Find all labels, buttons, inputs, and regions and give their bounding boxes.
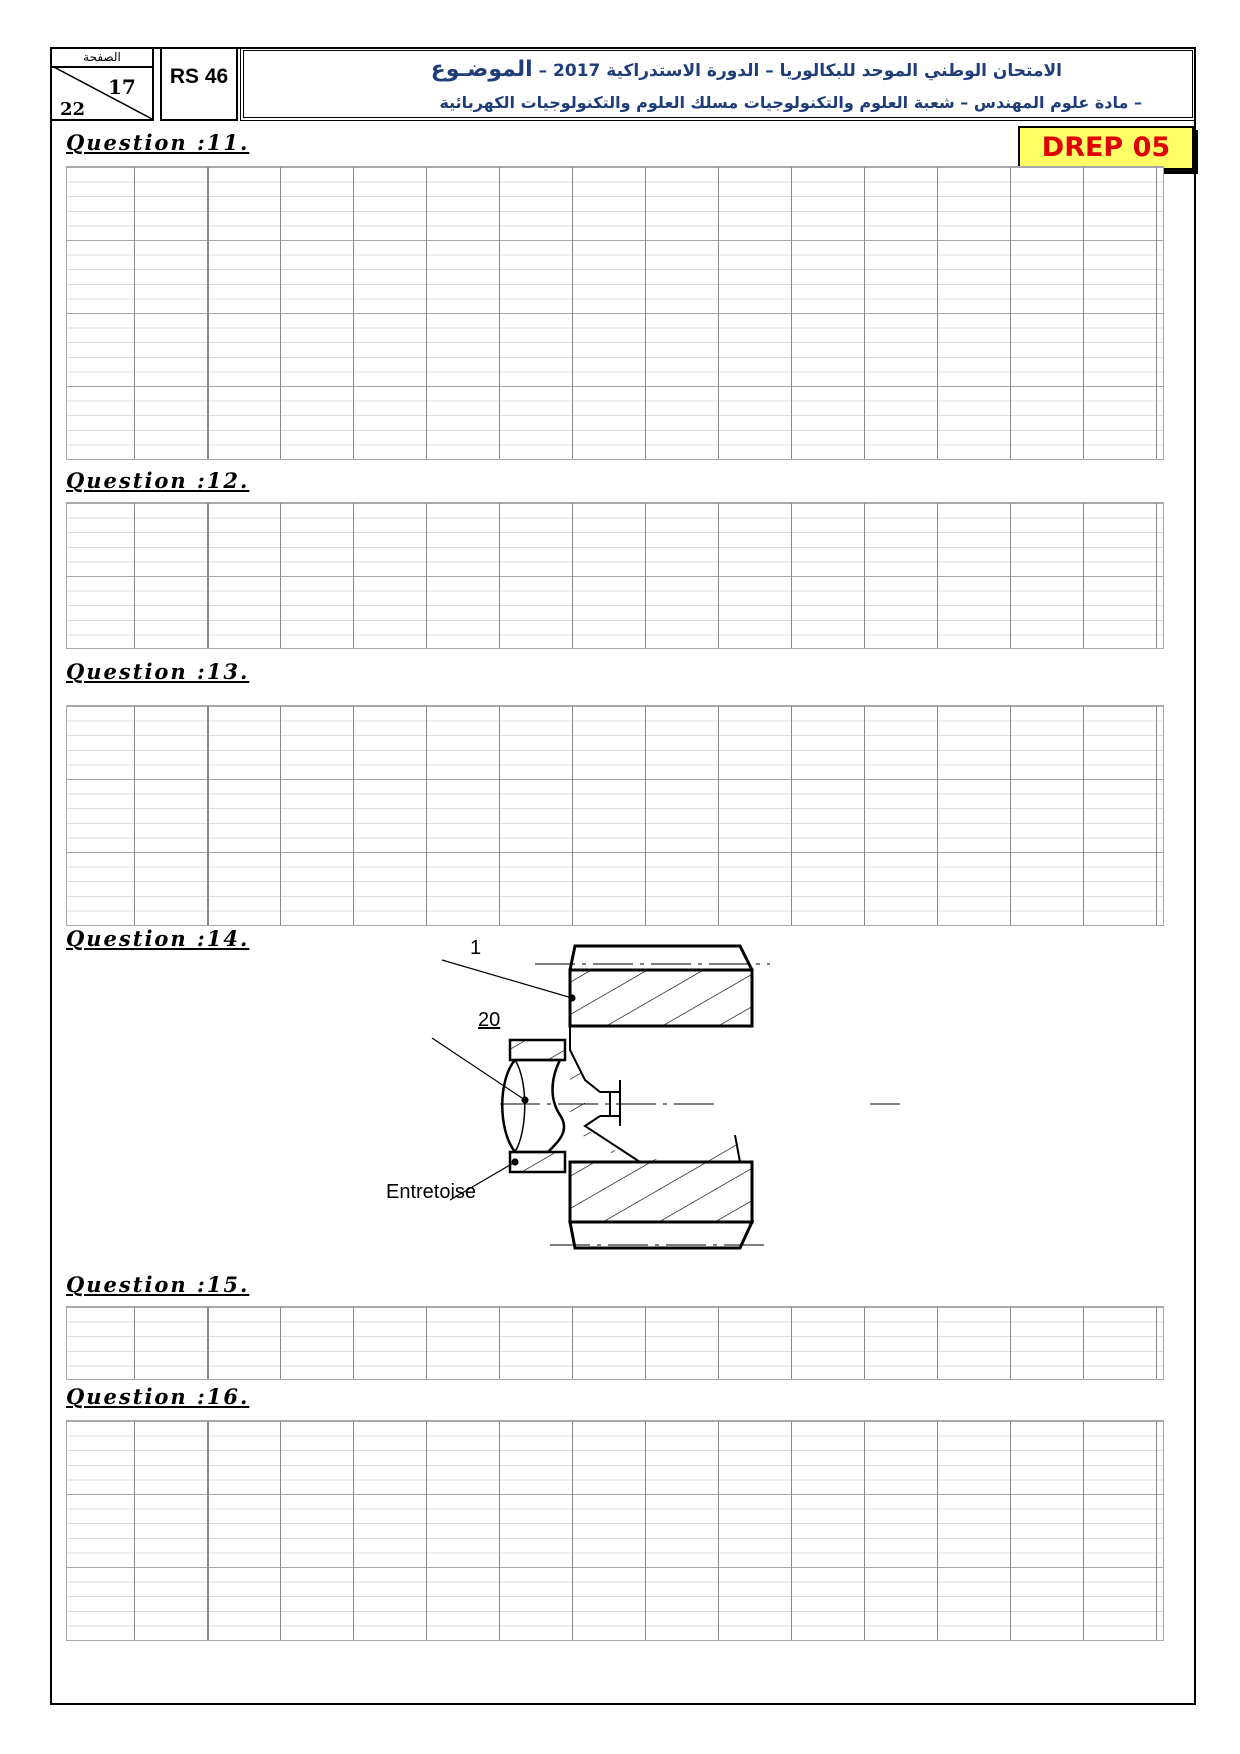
part-20-label: 20 xyxy=(478,1009,501,1031)
answer-grid-q16[interactable] xyxy=(66,1420,1164,1641)
question-label: Question :15. xyxy=(66,1272,250,1297)
part-20-shaft xyxy=(502,1060,564,1152)
answer-grid-q11[interactable] xyxy=(66,166,1164,460)
grid-margin-line xyxy=(207,1421,209,1640)
grid-margin-line xyxy=(207,706,209,925)
grid-margin-line xyxy=(207,167,209,459)
part-1-upper xyxy=(570,946,752,1026)
exam-code: RS 46 xyxy=(160,47,238,121)
question-label: Question :12. xyxy=(66,468,250,493)
spacer-label: Entretoise xyxy=(386,1181,477,1203)
question-label: Question :11. xyxy=(66,130,250,155)
question-label: Question :14. xyxy=(66,926,250,951)
answer-grid-q13[interactable] xyxy=(66,705,1164,926)
exam-header xyxy=(240,47,1196,121)
grid-margin-line xyxy=(207,1307,209,1379)
question-label: Question :13. xyxy=(66,659,250,684)
page-label: الصفحة xyxy=(52,49,152,68)
assembly-drawing xyxy=(380,930,900,1275)
grid-margin-line xyxy=(207,503,209,648)
answer-grid-q15[interactable] xyxy=(66,1306,1164,1380)
exam-subtitle: – مادة علوم المهندس – شعبة العلوم والتكنولوجيات مسلك العلوم والتكنولوجيات الكهربائية xyxy=(439,93,1142,112)
spacer-entretoise xyxy=(510,1040,565,1172)
question-label: Question :16. xyxy=(66,1384,250,1409)
page-total: 22 xyxy=(60,99,86,120)
answer-grid-q12[interactable] xyxy=(66,502,1164,649)
document-reference: DREP 05 xyxy=(1018,126,1194,170)
part-1-lower xyxy=(570,1162,752,1248)
exam-title-main: الامتحان الوطني الموحد للبكالوريا – الدورة الاستدراكية 2017 – xyxy=(538,61,1062,81)
page-number-box xyxy=(50,47,154,121)
part-1-label: 1 xyxy=(470,937,482,959)
exam-title xyxy=(431,57,1062,82)
page-number: 17 xyxy=(108,75,136,99)
inner-bore xyxy=(570,1026,740,1162)
exam-title-subject: الموضـوع xyxy=(430,57,533,82)
